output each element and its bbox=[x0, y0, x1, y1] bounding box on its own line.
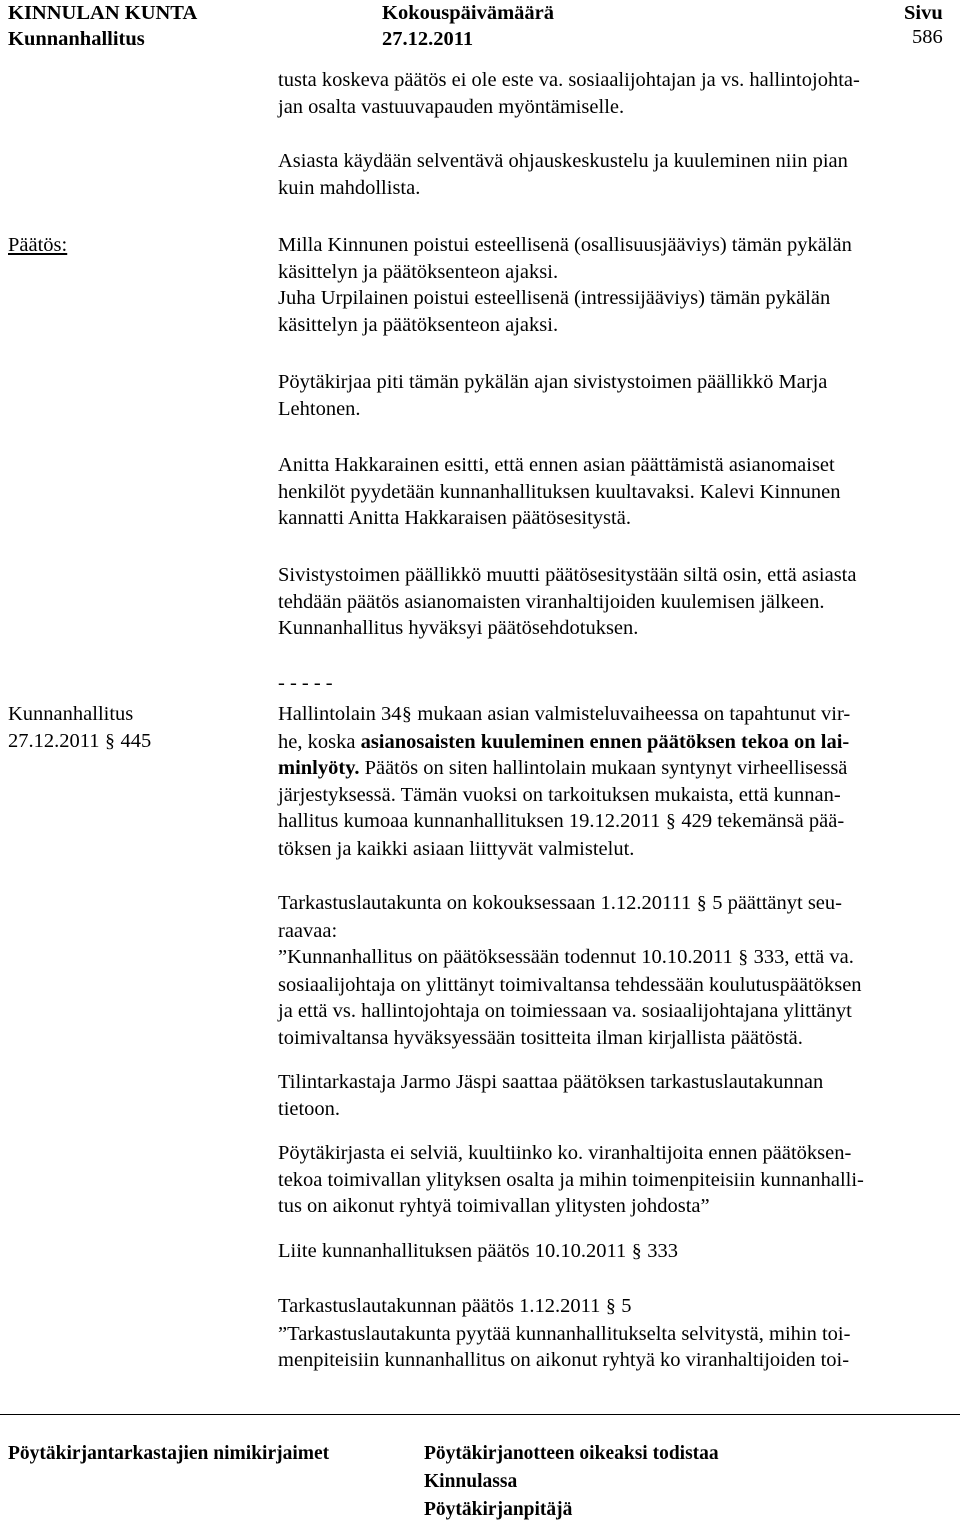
text-line: töksen ja kaikki asiaan liittyvät valmistelut. bbox=[278, 837, 635, 860]
text-line: kannatti Anitta Hakkaraisen päätösesitystä. bbox=[278, 507, 631, 529]
footer-recorder-label: Pöytäkirjanpitäjä bbox=[424, 1499, 573, 1520]
continuation-text bbox=[278, 67, 952, 120]
text-line bbox=[278, 701, 952, 729]
continuation-text-2 bbox=[278, 148, 952, 201]
text-fragment: 333, että va. bbox=[748, 946, 854, 968]
section-sign-icon: § bbox=[605, 1296, 616, 1317]
text-line: tehdään päätös asianomaisten viranhaltijoiden kuulemisen jälkeen. bbox=[278, 590, 825, 613]
text-line: tus on aikonut ryhtyä toimivallan ylitysten johdosta” bbox=[278, 1195, 710, 1217]
text-fragment: 5 päättänyt seu- bbox=[707, 892, 842, 914]
text-line: ”Tarkastuslautakunta pyytää kunnanhallitukselta selvitystä, mihin toi- bbox=[278, 1322, 851, 1345]
text-line bbox=[278, 890, 952, 918]
text-line: sosiaalijohtaja on ylittänyt toimivaltansa tehdessään koulutuspäätöksen bbox=[278, 973, 862, 996]
text-fragment: Hallintolain 34 bbox=[278, 703, 402, 725]
paragraph bbox=[278, 148, 952, 201]
text-line: käsittelyn ja päätöksenteon ajaksi. bbox=[278, 260, 559, 283]
footer-rule bbox=[0, 1414, 960, 1415]
decision-text bbox=[278, 232, 952, 338]
decision-paragraph-2 bbox=[278, 369, 952, 422]
text-line: kuin mahdollista. bbox=[278, 176, 421, 199]
header-date-block bbox=[382, 0, 554, 52]
decision-paragraph-3 bbox=[278, 452, 952, 532]
text-fragment: hallitus kumoaa kunnanhallituksen 19.12.2011 bbox=[278, 810, 661, 832]
footer-place: Kinnulassa bbox=[424, 1471, 518, 1492]
decision-label: Päätös: bbox=[8, 234, 68, 256]
text-fragment: mukaan asian valmisteluvaiheessa on tapahtunut vir- bbox=[412, 703, 851, 725]
bold-text: asianosaisten kuuleminen ennen päätöksen tekoa on lai- bbox=[360, 730, 850, 753]
reference-number: 445 bbox=[120, 729, 152, 752]
page-number: 586 bbox=[912, 26, 943, 48]
text-line bbox=[278, 808, 952, 836]
text-line: tusta koskeva päätös ei ole este va. sosiaalijohtajan ja vs. hallintojohta- bbox=[278, 69, 860, 91]
text-line: toimivaltansa hyväksyessään tositteita ilman kirjallista päätöstä. bbox=[278, 1026, 803, 1049]
reference-body-name: Kunnanhallitus bbox=[8, 703, 134, 725]
text-line: Tilintarkastaja Jarmo Jäspi saattaa päätöksen tarkastuslautakunnan bbox=[278, 1071, 824, 1093]
text-line: Pöytäkirjasta ei selviä, kuultiinko ko. viranhaltijoita ennen päätöksen- bbox=[278, 1142, 852, 1164]
text-line: menpiteisiin kunnanhallitus on aikonut ryhtyä ko viranhaltijoiden toi- bbox=[278, 1349, 850, 1371]
page-label: Sivu bbox=[904, 2, 943, 24]
reference-date-section bbox=[8, 728, 151, 756]
text-line: Asiasta käydään selventävä ohjauskeskustelu ja kuuleminen niin pian bbox=[278, 150, 848, 172]
footer-certification-label: Pöytäkirjanotteen oikeaksi todistaa bbox=[424, 1443, 719, 1464]
section-445-paragraph-4 bbox=[278, 1140, 952, 1220]
municipality-name: KINNULAN KUNTA bbox=[8, 2, 198, 24]
section-445-attachment-2 bbox=[278, 1293, 952, 1374]
section-sign-icon: § bbox=[666, 811, 676, 832]
section-sign-icon: § bbox=[105, 730, 115, 752]
text-line: jan osalta vastuuvapauden myöntämiselle. bbox=[278, 95, 625, 118]
text-line: tietoon. bbox=[278, 1097, 341, 1120]
section-sign-icon: § bbox=[402, 704, 412, 725]
text-fragment: Tarkastuslautakunnan päätös 1.12.2011 bbox=[278, 1295, 601, 1317]
text-fragment: 429 tekemänsä pää- bbox=[676, 810, 845, 832]
header-org-block bbox=[8, 0, 197, 52]
section-445-attachment-1 bbox=[278, 1238, 952, 1266]
section-reference bbox=[8, 701, 151, 755]
text-line: tekoa toimivallan ylityksen osalta ja mihin toimenpiteisiin kunnanhalli- bbox=[278, 1168, 864, 1191]
body-name: Kunnanhallitus bbox=[8, 28, 145, 50]
text-line: Kunnanhallitus hyväksyi päätösehdotuksen. bbox=[278, 617, 639, 639]
text-line bbox=[278, 1238, 952, 1266]
text-fragment: Tarkastuslautakunta on kokouksessaan 1.12.20111 bbox=[278, 892, 692, 914]
reference-date: 27.12.2011 bbox=[8, 729, 100, 752]
text-line bbox=[278, 755, 952, 782]
section-sign-icon: § bbox=[738, 947, 749, 968]
text-fragment: 333 bbox=[642, 1240, 678, 1262]
section-sign-icon: § bbox=[696, 893, 707, 914]
text-fragment: 5 bbox=[616, 1295, 632, 1317]
bold-text: minlyöty. bbox=[278, 757, 360, 779]
section-445-paragraph-2 bbox=[278, 890, 952, 1051]
text-line: Pöytäkirjaa piti tämän pykälän ajan sivistystoimen päällikkö Marja bbox=[278, 371, 828, 393]
paragraph bbox=[278, 67, 952, 120]
footer-certification-block bbox=[424, 1440, 719, 1524]
section-sign-icon: § bbox=[631, 1241, 642, 1262]
text-line: Milla Kinnunen poistui esteellisenä (osallisuusjääviys) tämän pykälän bbox=[278, 234, 852, 256]
decision-paragraph-4 bbox=[278, 562, 952, 642]
text-line bbox=[278, 1293, 952, 1321]
text-line bbox=[278, 944, 952, 972]
text-fragment: he, koska bbox=[278, 730, 361, 753]
meeting-date-label: Kokouspäivämäärä bbox=[382, 2, 554, 24]
text-line: järjestyksessä. Tämän vuoksi on tarkoituksen mukaista, että kunnan- bbox=[278, 783, 841, 806]
text-line: Juha Urpilainen poistui esteellisenä (intressijääviys) tämän pykälän bbox=[278, 287, 831, 309]
meeting-date: 27.12.2011 bbox=[382, 28, 474, 50]
text-fragment: ”Kunnanhallitus on päätöksessään todennut 10.10.2011 bbox=[278, 946, 733, 968]
section-445-text bbox=[278, 701, 952, 862]
text-line: raavaa: bbox=[278, 919, 338, 942]
text-line: Anitta Hakkarainen esitti, että ennen asian päättämistä asianomaiset bbox=[278, 454, 835, 476]
text-line: käsittelyn ja päätöksenteon ajaksi. bbox=[278, 313, 559, 336]
text-line bbox=[278, 729, 952, 756]
text-line: Lehtonen. bbox=[278, 397, 361, 420]
text-line: henkilöt pyydetään kunnanhallituksen kuultavaksi. Kalevi Kinnunen bbox=[278, 480, 841, 503]
text-line: ja että vs. hallintojohtaja on toimiessaan va. sosiaalijohtajana ylittänyt bbox=[278, 1000, 852, 1022]
section-445-paragraph-3 bbox=[278, 1069, 952, 1122]
section-separator: - - - - - bbox=[278, 672, 333, 694]
footer-initials-label: Pöytäkirjantarkastajien nimikirjaimet bbox=[8, 1443, 330, 1464]
text-line: Sivistystoimen päällikkö muutti päätösesitystään siltä osin, että asiasta bbox=[278, 564, 857, 586]
text-fragment: Liite kunnanhallituksen päätös 10.10.2011 bbox=[278, 1240, 627, 1262]
text-fragment: Päätös on siten hallintolain mukaan syntynyt virheellisessä bbox=[359, 757, 848, 779]
